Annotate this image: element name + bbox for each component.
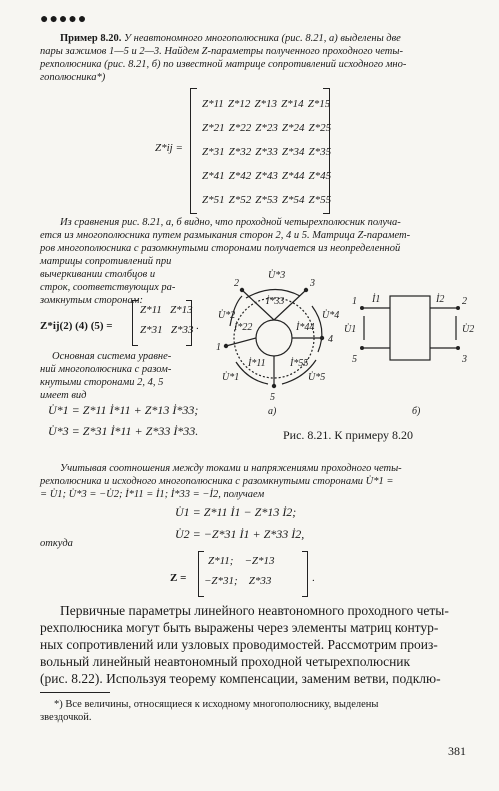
voltage-u3: U̇*3 [268,270,286,281]
b-node-3: 3 [462,354,467,365]
z-matrix-cell: Z*13 [254,98,278,110]
z-matrix-cell: Z*22 [228,122,252,134]
main-line-2: рехполюсника могут быть выражены через элементы матриц контур- [40,620,439,635]
main-line-4: вольный линейный неавтономный проходной четырехполюсник [40,654,411,669]
example-line-3: рехполюсника (рис. 8.21, б) по известной матрице сопротивлений исходного мно- [40,59,407,70]
z-matrix-cell: Z*45 [308,170,332,182]
z-matrix-cell: Z*25 [308,122,332,134]
figure-8-21 [212,268,475,418]
equation-2: U̇*3 = Z*31 İ*11 + Z*33 İ*33. [48,424,199,438]
b-current-i1: İ1 [372,294,381,305]
voltage-u2: U̇*2 [218,310,236,321]
para2-line-7: зомкнутым сторонам: [40,295,143,306]
main-line-1: Первичные параметры линейного неавтономного проходного четы- [60,603,449,618]
voltage-u1: U̇*1 [222,372,240,383]
node-5: 5 [270,392,275,403]
z-matrix-cell: Z*31 [202,146,225,158]
label-b: б) [412,406,421,417]
current-i33: İ*33 [266,296,285,307]
current-i55: İ*55 [290,358,309,369]
para3-line-3: кнутыми сторонами 2, 4, 5 [40,377,164,388]
para3-line-1: Основная система уравне- [52,351,172,362]
example-line-4: гополюсника*) [40,72,106,83]
bullet-markers: ●●●●● [40,12,88,27]
reduced-r2: Z*31 Z*33 [140,324,194,336]
z-matrix-row [202,140,335,164]
footnote-line-2: звездочкой. [40,712,92,723]
z-matrix-cell: Z*32 [228,146,252,158]
footnote-rule [40,692,110,693]
para2-line-2: ется из многополюсника путем размыкания сторон 2, 4 и 5. Матрица Z-парамет- [40,230,411,241]
node-4: 4 [328,334,333,345]
b-voltage-u1: U̇1 [344,324,357,335]
b-node-2: 2 [462,296,467,307]
node-2: 2 [234,278,239,289]
z-matrix-cell: Z*53 [255,194,278,206]
final-lhs: Z = [170,572,187,584]
para4-line-3: = U̇1; U̇*3 = −U̇2; İ*11 = İ1; İ*33 = −İ2, получаем [40,489,265,500]
example-line-2: пары зажимов 1—5 и 2—3. Найдем Z-параметры полученного проходного четы- [40,46,403,57]
current-i44: İ*44 [296,322,315,333]
z-matrix-cell: Z*54 [281,194,305,206]
current-i11: İ*11 [248,358,266,369]
current-i22: İ*22 [234,322,253,333]
final-r2: −Z*31; Z*33 [204,575,272,587]
z-matrix-cell: Z*35 [308,146,332,158]
z-matrix-cell: Z*33 [255,146,278,158]
z-matrix-row [202,92,335,116]
main-line-3: ных сопротивлений или узловых проводимостей. Рассмотрим произ- [40,637,438,652]
z-matrix-cell: Z*11 [202,98,224,110]
footnote-line-1: *) Все величины, относящиеся к исходному многополюснику, выделены [54,699,379,710]
equation-1: U̇*1 = Z*11 İ*11 + Z*13 İ*33; [48,403,199,417]
equation-4: U̇2 = −Z*31 İ1 + Z*33 İ2, [175,527,305,541]
voltage-u5: U̇*5 [308,372,326,383]
z-matrix-row [202,116,335,140]
example-title: Пример 8.20. [60,33,122,44]
b-node-5: 5 [352,354,357,365]
z-matrix-rows [202,92,335,212]
z-matrix-cell: Z*15 [307,98,331,110]
label-a: а) [268,406,277,417]
figure-caption: Рис. 8.21. К примеру 8.20 [283,428,414,442]
b-current-i2: İ2 [436,294,445,305]
b-voltage-u2: U̇2 [462,324,475,335]
reduced-lhs: Z*ij(2) (4) (5) = [40,320,113,332]
para2-line-4: матрицы сопротивлений при [40,256,172,267]
z-matrix-cell: Z*14 [281,98,304,110]
example-text-1: У неавтономного многополюсника (рис. 8.21, а) выделены две [123,33,401,44]
z-matrix-cell: Z*52 [228,194,252,206]
para4-line-2: рехполюсника и исходного многополюсника с разомкнутыми сторонами U̇*1 = [40,476,394,487]
reduced-r1: Z*11 Z*13 [140,304,193,316]
z-matrix-cell: Z*34 [281,146,305,158]
z-matrix-cell: Z*55 [308,194,332,206]
two-port-diagram [362,296,458,360]
para2-line-3: ров многополюсника с разомкнутыми сторонами получается из неопределенной [40,243,401,254]
final-matrix [198,551,308,595]
para2-line-1: Из сравнения рис. 8.21, а, б видно, что проходной четырехполюсник получа- [60,217,401,228]
z-matrix-cell: Z*12 [227,98,251,110]
node-1: 1 [216,342,221,353]
z-matrix-cell: Z*24 [281,122,305,134]
page-number: 381 [448,744,466,758]
para4-line-1: Учитывая соотношения между токами и напряжениями проходного четы- [60,463,402,474]
equation-3: U̇1 = Z*11 İ1 − Z*13 İ2; [175,505,297,519]
voltage-u4: U̇*4 [322,310,340,321]
otkuda-word: откуда [40,538,73,549]
z-matrix-cell: Z*42 [228,170,252,182]
example-line-1 [60,32,401,45]
matrix-lhs: Z*ij = [155,142,183,154]
para2-line-5: вычеркивании столбцов и [40,269,156,280]
z-matrix-cell: Z*43 [255,170,278,182]
main-line-5: (рис. 8.22). Используя теорему компенсации, заменим ветви, подклю- [40,671,441,686]
z-matrix-cell: Z*23 [255,122,278,134]
para3-line-4: имеет вид [40,390,87,401]
final-r1: Z*11; −Z*13 [208,555,275,567]
z-matrix-cell: Z*41 [202,170,225,182]
z-matrix-cell: Z*44 [281,170,305,182]
b-node-1: 1 [352,296,357,307]
para3-line-2: ний многополюсника с разом- [40,364,172,375]
reduced-matrix [132,300,192,344]
z-matrix [190,88,330,212]
node-3: 3 [310,278,315,289]
z-matrix-row [202,164,335,188]
z-matrix-cell: Z*51 [202,194,225,206]
para2-line-6: строк, соответствующих ра- [40,282,176,293]
z-matrix-cell: Z*21 [202,122,225,134]
z-matrix-row [202,188,335,212]
